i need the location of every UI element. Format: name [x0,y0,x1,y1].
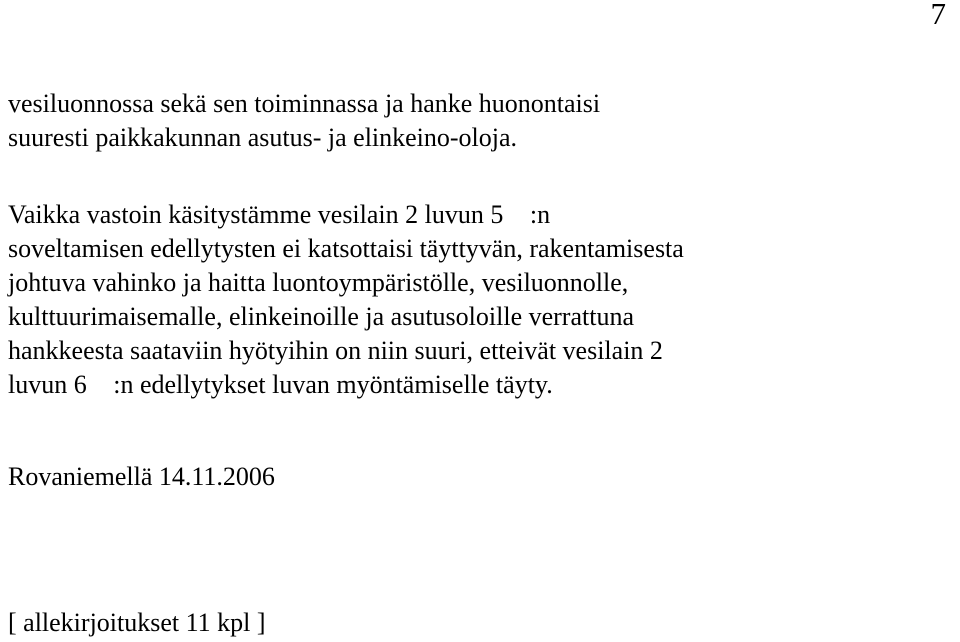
text-line: suuresti paikkakunnan asutus- ja elinkeino-oloja. [8,123,518,152]
text-line: soveltamisen edellytysten ei katsottaisi täyttyvän, rakentamisesta [8,234,684,263]
text-segment: :n edellytykset luvan myöntämiselle täyty. [113,370,553,399]
text-line [8,198,684,232]
text-line: kulttuurimaisemalle, elinkeinoille ja asutusoloille verrattuna [8,302,634,331]
text-segment: luvun 6 [8,370,87,399]
signatures-note: [ allekirjoitukset 11 kpl ] [8,608,266,637]
paragraph-conclusion [8,198,684,402]
paragraph-continuation [8,87,600,155]
text-segment: Vaikka vastoin käsitystämme vesilain 2 luvun 5 [8,200,504,229]
text-line: johtuva vahinko ja haitta luontoympäristölle, vesiluonnolle, [8,268,629,297]
text-line: vesiluonnossa sekä sen toiminnassa ja hanke huonontaisi [8,89,601,118]
page-number: 7 [930,0,946,31]
place-date: Rovaniemellä 14.11.2006 [8,462,275,491]
text-segment: :n [529,200,551,229]
text-line [8,368,684,402]
text-line: hankkeesta saataviin hyötyihin on niin suuri, etteivät vesilain 2 [8,336,663,365]
